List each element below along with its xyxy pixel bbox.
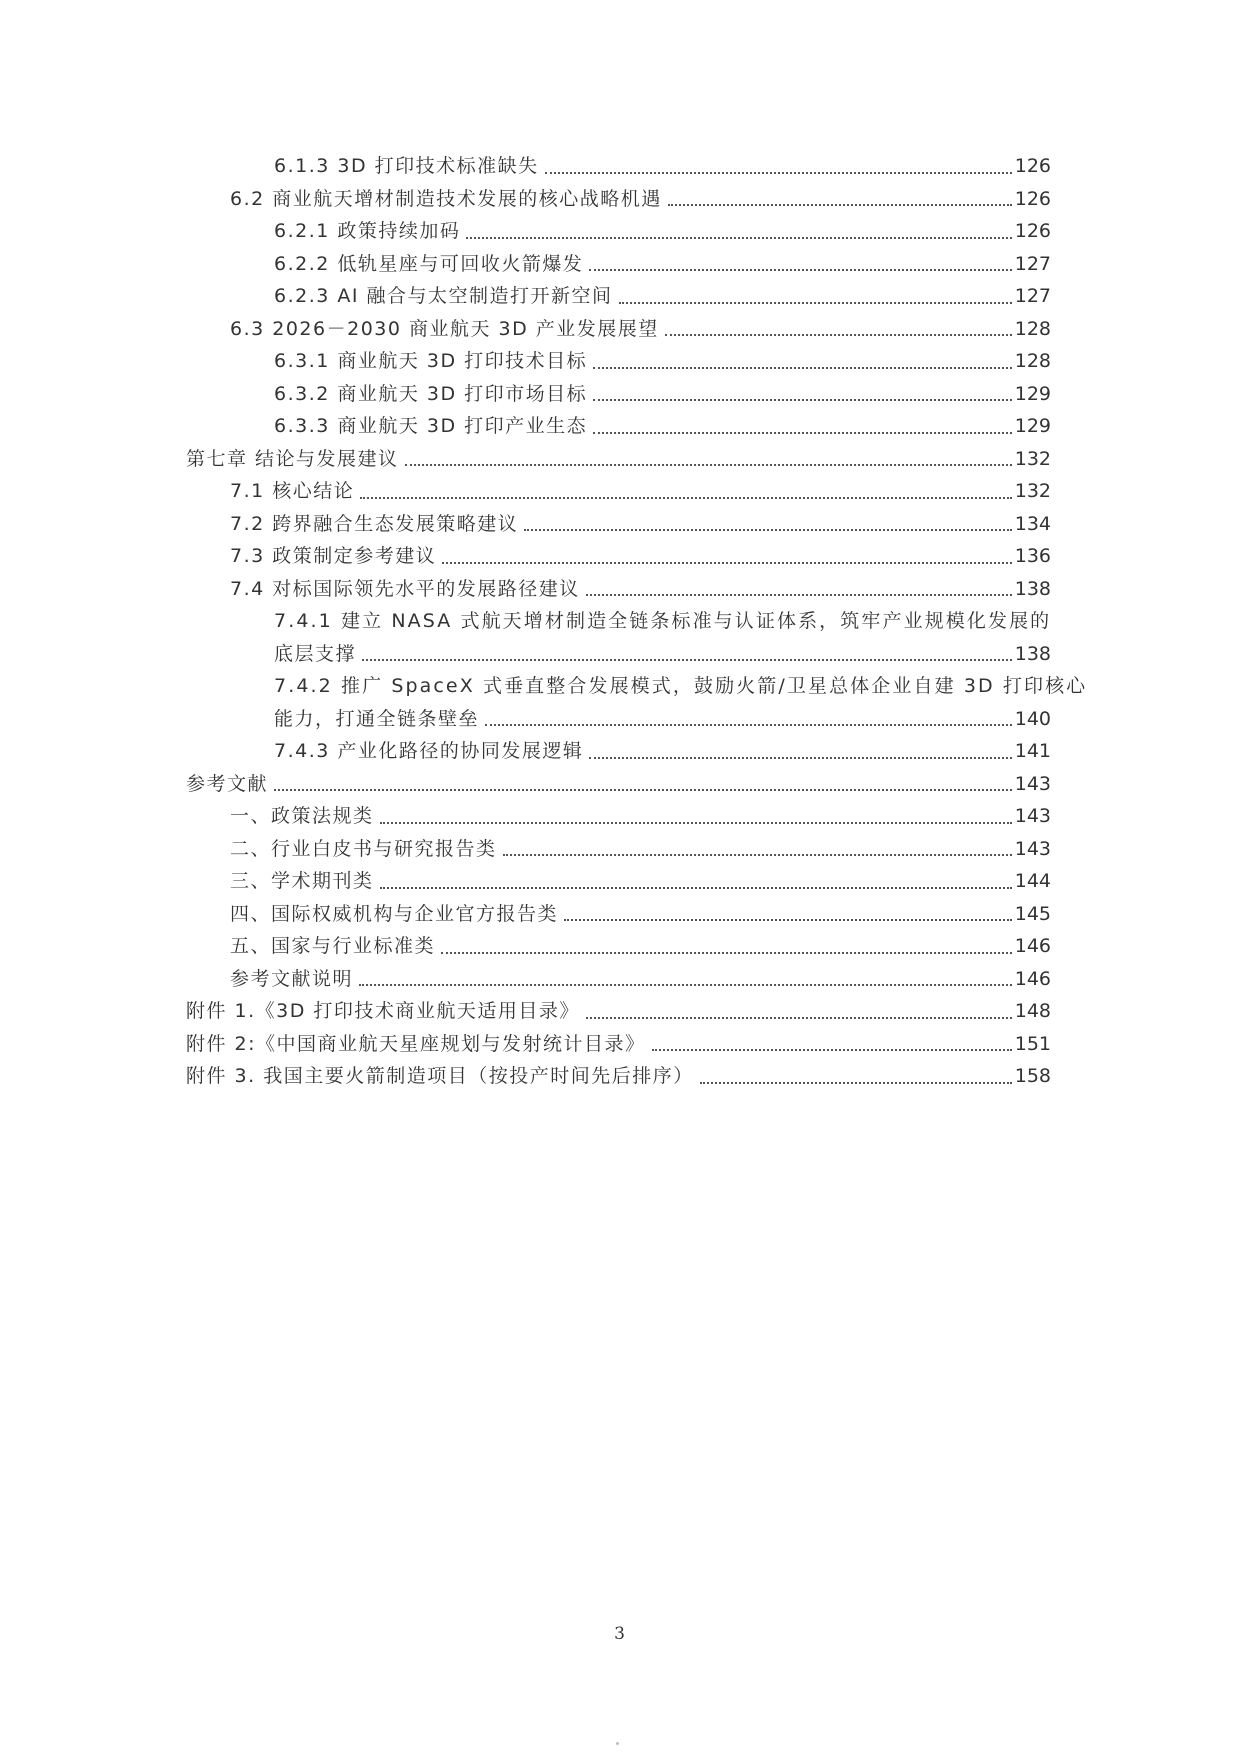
toc-entry-label: 附件 1.《3D 打印技术商业航天适用目录》 — [186, 1000, 580, 1022]
toc-dot-leader — [380, 821, 1012, 824]
toc-entry[interactable] — [186, 930, 1051, 963]
toc-entry[interactable] — [186, 573, 1051, 606]
toc-entry-label: 6.3.1 商业航天 3D 打印技术目标 — [274, 350, 588, 372]
toc-page-number: 146 — [1014, 967, 1051, 990]
toc-entry-label: 6.3 2026－2030 商业航天 3D 产业发展展望 — [230, 317, 659, 340]
toc-entry-label: 第七章 结论与发展建议 — [186, 447, 399, 470]
toc-entry[interactable] — [186, 280, 1051, 313]
toc-entry[interactable] — [186, 833, 1051, 866]
table-of-contents — [186, 150, 1088, 1093]
toc-page-number: 151 — [1014, 1032, 1051, 1055]
toc-entry-label: 6.2 商业航天增材制造技术发展的核心战略机遇 — [230, 187, 662, 210]
toc-page-number: 126 — [1014, 155, 1051, 177]
toc-entry[interactable] — [186, 1028, 1051, 1061]
toc-dot-leader — [485, 723, 1012, 726]
toc-entry-line — [186, 670, 1088, 703]
toc-dot-leader — [564, 918, 1012, 921]
toc-entry[interactable] — [186, 995, 1051, 1028]
toc-entry-label: 7.4.3 产业化路径的协同发展逻辑 — [274, 740, 584, 762]
toc-entry-label: 7.3 政策制定参考建议 — [230, 545, 437, 567]
toc-entry-label: 7.1 核心结论 — [230, 480, 355, 502]
toc-entry-label: 能力，打通全链条壁垒 — [274, 707, 480, 730]
toc-dot-leader — [380, 886, 1012, 889]
toc-entry-line — [186, 605, 1051, 638]
toc-page-number: 146 — [1014, 935, 1051, 957]
toc-dot-leader — [524, 528, 1011, 531]
toc-entry-label: 附件 2:《中国商业航天星座规划与发射统计目录》 — [186, 1032, 646, 1055]
toc-dot-leader — [589, 756, 1011, 759]
toc-entry[interactable] — [186, 313, 1051, 346]
toc-page-number: 129 — [1014, 415, 1051, 437]
toc-entry-label: 6.3.3 商业航天 3D 打印产业生态 — [274, 415, 588, 437]
toc-entry-label: 6.2.2 低轨星座与可回收火箭爆发 — [274, 252, 584, 275]
toc-entry[interactable] — [186, 703, 1051, 736]
toc-dot-leader — [652, 1048, 1012, 1051]
toc-entry[interactable] — [186, 638, 1051, 671]
toc-dot-leader — [593, 366, 1012, 369]
toc-entry[interactable] — [186, 540, 1051, 573]
toc-dot-leader — [700, 1081, 1012, 1084]
toc-entry[interactable] — [186, 443, 1051, 476]
toc-entry-label: 7.4.1 建立 NASA 式航天增材制造全链条标准与认证体系，筑牢产业规模化发展的 — [274, 610, 1052, 632]
toc-entry-label: 四、国际权威机构与企业官方报告类 — [230, 902, 559, 925]
toc-page-number: 138 — [1014, 642, 1051, 665]
toc-entry[interactable] — [186, 768, 1051, 801]
toc-entry[interactable] — [186, 508, 1051, 541]
toc-entry-label: 6.2.3 AI 融合与太空制造打开新空间 — [274, 285, 613, 307]
toc-page-number: 129 — [1014, 382, 1051, 405]
toc-page-number: 134 — [1014, 512, 1051, 535]
toc-page-number: 136 — [1014, 545, 1051, 567]
toc-entry[interactable] — [186, 735, 1051, 768]
toc-dot-leader — [405, 463, 1012, 466]
toc-entry-label: 参考文献 — [186, 772, 269, 795]
scan-mark — [616, 1742, 619, 1745]
toc-dot-leader — [442, 561, 1011, 564]
toc-entry-label: 一、政策法规类 — [230, 805, 374, 827]
toc-dot-leader — [466, 236, 1011, 239]
toc-entry-label: 7.4 对标国际领先水平的发展路径建议 — [230, 577, 580, 600]
toc-page-number: 127 — [1014, 252, 1051, 275]
toc-page-number: 126 — [1014, 220, 1051, 242]
toc-dot-leader — [359, 983, 1012, 986]
toc-page-number: 143 — [1014, 837, 1051, 860]
toc-dot-leader — [545, 171, 1012, 174]
toc-entry[interactable] — [186, 963, 1051, 996]
toc-entry-label: 三、学术期刊类 — [230, 870, 374, 892]
toc-page-number: 132 — [1014, 447, 1051, 470]
toc-page-number: 145 — [1014, 902, 1051, 925]
toc-dot-leader — [274, 788, 1012, 791]
toc-entry[interactable] — [186, 183, 1051, 216]
toc-page-number: 141 — [1014, 740, 1051, 762]
toc-entry-label: 7.4.2 推广 SpaceX 式垂直整合发展模式，鼓励火箭/卫星总体企业自建 3D 打印核心 — [274, 675, 1088, 697]
toc-entry-label: 6.1.3 3D 打印技术标准缺失 — [274, 155, 539, 177]
toc-entry[interactable] — [186, 378, 1051, 411]
toc-entry[interactable] — [186, 865, 1051, 898]
toc-entry[interactable] — [186, 410, 1051, 443]
toc-dot-leader — [593, 431, 1012, 434]
toc-entry[interactable] — [186, 1060, 1051, 1093]
toc-entry-label: 6.3.2 商业航天 3D 打印市场目标 — [274, 382, 588, 405]
toc-entry-label: 7.2 跨界融合生态发展策略建议 — [230, 512, 519, 535]
toc-dot-leader — [441, 951, 1012, 954]
page-number: 3 — [614, 1624, 625, 1644]
toc-dot-leader — [503, 853, 1012, 856]
toc-entry-label: 底层支撑 — [274, 642, 357, 665]
toc-page-number: 143 — [1014, 772, 1051, 795]
toc-page-number: 128 — [1014, 317, 1051, 340]
toc-dot-leader — [362, 658, 1012, 661]
toc-entry-label: 五、国家与行业标准类 — [230, 935, 436, 957]
toc-dot-leader — [586, 1016, 1012, 1019]
toc-page-number: 144 — [1014, 870, 1051, 892]
toc-page-number: 143 — [1014, 805, 1051, 827]
toc-entry-label: 参考文献说明 — [230, 967, 354, 990]
toc-page-number: 128 — [1014, 350, 1051, 372]
toc-dot-leader — [665, 333, 1012, 336]
toc-entry-label: 附件 3. 我国主要火箭制造项目（按投产时间先后排序） — [186, 1065, 694, 1087]
toc-page-number: 158 — [1014, 1065, 1051, 1087]
toc-dot-leader — [589, 268, 1011, 271]
toc-entry[interactable] — [186, 345, 1051, 378]
toc-dot-leader — [619, 301, 1012, 304]
toc-dot-leader — [586, 593, 1012, 596]
toc-entry[interactable] — [186, 150, 1051, 183]
toc-page-number: 126 — [1014, 187, 1051, 210]
toc-dot-leader — [668, 203, 1012, 206]
toc-entry[interactable] — [186, 800, 1051, 833]
toc-page-number: 132 — [1014, 480, 1051, 502]
toc-entry[interactable] — [186, 215, 1051, 248]
toc-dot-leader — [360, 496, 1011, 499]
toc-entry[interactable] — [186, 898, 1051, 931]
toc-page-number: 148 — [1014, 1000, 1051, 1022]
toc-entry[interactable] — [186, 248, 1051, 281]
toc-entry-label: 二、行业白皮书与研究报告类 — [230, 837, 497, 860]
toc-dot-leader — [593, 398, 1012, 401]
toc-entry-label: 6.2.1 政策持续加码 — [274, 220, 461, 242]
toc-entry[interactable] — [186, 475, 1051, 508]
toc-page-number: 140 — [1014, 707, 1051, 730]
toc-page-number: 138 — [1014, 577, 1051, 600]
toc-page-number: 127 — [1014, 285, 1051, 307]
